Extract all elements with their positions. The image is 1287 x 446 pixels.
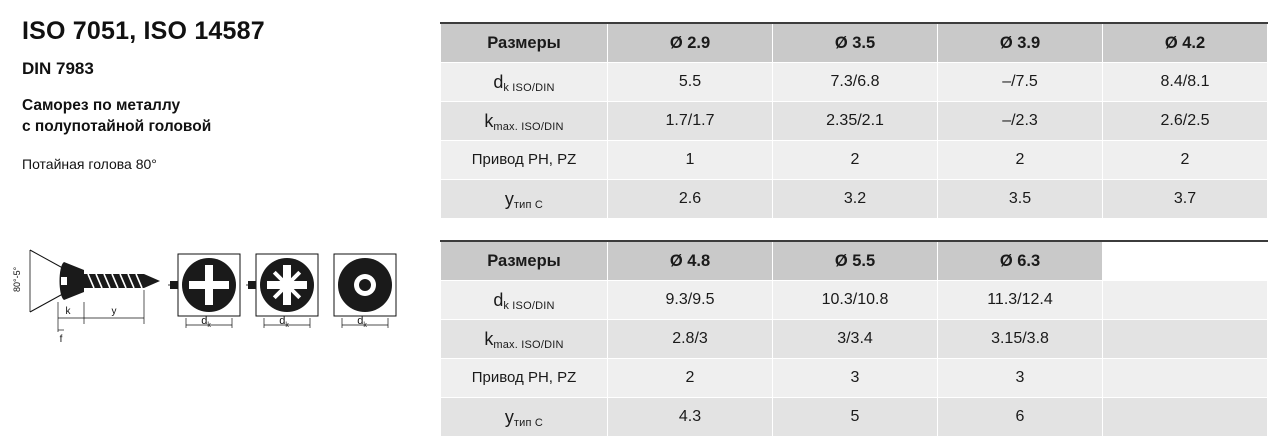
table1-row-3-label-main: y [504, 188, 514, 209]
table1-row-3-val-0: 2.6 [608, 180, 773, 219]
page-title: ISO 7051, ISO 14587 [22, 17, 265, 45]
table1-row-0-val-3: 8.4/8.1 [1103, 63, 1268, 102]
table1-row-0-val-0: 5.5 [608, 63, 773, 102]
table1-header-col-0: Ø 2.9 [608, 23, 773, 63]
table2-row-2-val-1: 3 [773, 359, 938, 398]
table1-row-1-val-3: 2.6/2.5 [1103, 102, 1268, 141]
table1-row-1-label [441, 102, 608, 141]
table2-row-2-label [441, 359, 608, 398]
table2-row-2-val-3 [1103, 359, 1268, 398]
table2-header-label: Размеры [441, 241, 608, 281]
screw-technical-drawing [8, 232, 408, 352]
table2-row-1-label [441, 320, 608, 359]
table1-row-0-label [441, 63, 608, 102]
table1-row-0-val-1: 7.3/6.8 [773, 63, 938, 102]
table-row [441, 141, 1268, 180]
table2-row-0-label [441, 281, 608, 320]
table2-row-0-val-1: 10.3/10.8 [773, 281, 938, 320]
table1-header-col-3: Ø 4.2 [1103, 23, 1268, 63]
table1-row-1-label-main: k [484, 110, 494, 131]
table1-row-2-val-1: 2 [773, 141, 938, 180]
table2-row-1-val-1: 3/3.4 [773, 320, 938, 359]
table1-header-label: Размеры [441, 23, 608, 63]
dimensions-table-1-wrapper [440, 22, 1268, 219]
table2-row-3-val-2: 6 [938, 398, 1103, 437]
table2-row-0-val-2: 11.3/12.4 [938, 281, 1103, 320]
table2-row-3-label [441, 398, 608, 437]
table1-row-3-val-2: 3.5 [938, 180, 1103, 219]
dimensions-table-2 [440, 240, 1268, 437]
product-description-line2: с полупотайной головой [22, 118, 212, 136]
angle-label: 80°-5° [12, 266, 22, 292]
table2-row-3-label-sub: тип C [513, 416, 544, 429]
table2-row-2-val-0: 2 [608, 359, 773, 398]
dim-k-label: k [65, 306, 71, 317]
table2-header-col-2: Ø 6.3 [938, 241, 1103, 281]
table1-row-3-label-sub: тип C [513, 198, 544, 211]
dim-dk3-label: $d_k$ [357, 315, 367, 329]
table-row [441, 359, 1268, 398]
table-header-row [441, 241, 1268, 281]
product-description [22, 96, 422, 138]
head-view-phillips [168, 254, 240, 329]
table2-row-3-val-1: 5 [773, 398, 938, 437]
table2-row-0-val-3 [1103, 281, 1268, 320]
table2-row-2-val-2: 3 [938, 359, 1103, 398]
dimensions-table-2-wrapper [440, 240, 1268, 437]
table1-row-1-val-0: 1.7/1.7 [608, 102, 773, 141]
table-row [441, 102, 1268, 141]
dim-y-label: y [111, 306, 117, 317]
table1-row-2-label-main: Привод PH, PZ [471, 151, 577, 168]
table1-row-1-label-sub: max. ISO/DIN [493, 120, 564, 133]
table1-row-2-val-2: 2 [938, 141, 1103, 180]
table-row [441, 398, 1268, 437]
standard-din: DIN 7983 [22, 58, 94, 78]
table2-row-3-label-main: y [504, 406, 514, 427]
table2-row-2-label-main: Привод PH, PZ [471, 369, 577, 386]
drawing-svg [8, 232, 408, 352]
head-view-torx [334, 254, 396, 329]
table2-header-col-1: Ø 5.5 [773, 241, 938, 281]
product-description-line1: Саморез по металлу [22, 97, 181, 115]
table2-row-0-val-0: 9.3/9.5 [608, 281, 773, 320]
table1-row-0-label-main: d [493, 71, 504, 92]
table1-row-3-label [441, 180, 608, 219]
table-row [441, 281, 1268, 320]
head-angle-note: Потайная голова 80° [22, 156, 157, 173]
head-view-pozidriv [246, 254, 318, 329]
dimensions-table-1 [440, 22, 1268, 219]
table1-row-0-label-sub: k ISO/DIN [503, 81, 555, 94]
table2-row-1-val-2: 3.15/3.8 [938, 320, 1103, 359]
table1-row-2-label [441, 141, 608, 180]
table2-row-1-val-3 [1103, 320, 1268, 359]
table1-row-0-val-2: –/7.5 [938, 63, 1103, 102]
table2-row-1-val-0: 2.8/3 [608, 320, 773, 359]
table2-row-1-label-sub: max. ISO/DIN [493, 338, 564, 351]
table2-row-0-label-sub: k ISO/DIN [503, 299, 555, 312]
table2-row-0-label-main: d [493, 289, 504, 310]
table-row [441, 320, 1268, 359]
table1-header-col-2: Ø 3.9 [938, 23, 1103, 63]
table-row [441, 180, 1268, 219]
dim-dk2-label: $d_k$ [279, 315, 289, 329]
table2-row-3-val-3 [1103, 398, 1268, 437]
product-info-panel [22, 18, 422, 172]
table1-header-col-1: Ø 3.5 [773, 23, 938, 63]
table-header-row [441, 23, 1268, 63]
table1-row-3-val-1: 3.2 [773, 180, 938, 219]
table-row [441, 63, 1268, 102]
table2-row-3-val-0: 4.3 [608, 398, 773, 437]
dim-f-label: f [59, 334, 63, 345]
table1-row-3-val-3: 3.7 [1103, 180, 1268, 219]
table1-row-1-val-2: –/2.3 [938, 102, 1103, 141]
table1-row-1-val-1: 2.35/2.1 [773, 102, 938, 141]
table2-header-col-0: Ø 4.8 [608, 241, 773, 281]
dim-dk1-label: $d_k$ [201, 315, 211, 329]
table2-header-col-3 [1103, 241, 1268, 281]
table1-row-2-val-3: 2 [1103, 141, 1268, 180]
table2-row-1-label-main: k [484, 328, 494, 349]
table1-row-2-val-0: 1 [608, 141, 773, 180]
